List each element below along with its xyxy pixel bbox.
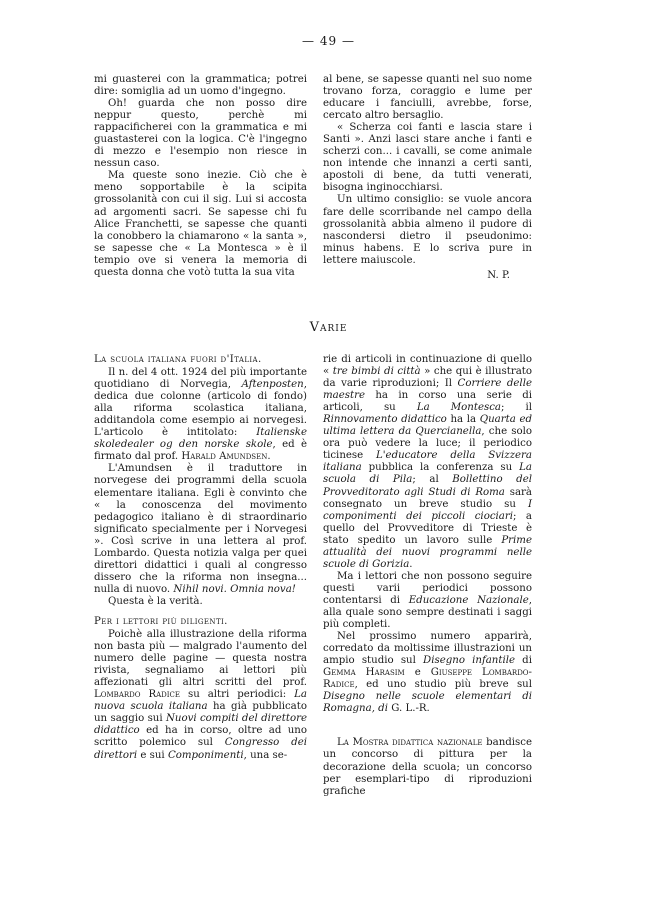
paragraph: Ma queste sono inezie. Ciò che è meno sopportabile è la scipita grossolanità con cui il sig. Lui si accosta ad argomenti sacri. Se sapesse chi fu Alice Franchetti, se sapesse che quanti la conobbero la chiamarono « la santa », se sapesse che « La Montesca » è il tempio ove si venera la memoria di questa donna che votò tutta la sua vita <box>94 170 307 278</box>
column-bottom-right <box>323 354 532 798</box>
paragraph: rie di articoli in continuazione di quello « tre bimbi di città » che qui è illustrato da varie riproduzioni; Il Corriere delle maestre ha in corso una serie di articoli, su La Montesca; il Rinnovamento didattico ha la Quarta ed ultima lettera da Quercianella, che solo ora può vedere la luce; il periodico ticinese L'educatore della Svizzera italiana pubblica la conferenza su La scuola di Pila; al Bollettino del Provveditorato agli Studi di Roma sarà consegnato un breve studio su I componimenti dei piccoli ciociari; a quello del Provveditore di Trieste è stato spedito un lavoro sulle Prime attualità dei nuovi programmi nelle scuole di Gorizia. <box>323 354 533 570</box>
paragraph: mi guasterei con la grammatica; potrei dire: somiglia ad un uomo d'ingegno. <box>94 74 307 98</box>
column-bottom-left <box>94 354 307 762</box>
signature: N. P. <box>487 269 510 281</box>
article-heading-lettori: Per i lettori più diligenti. <box>94 615 228 627</box>
page-number: — 49 — <box>302 34 355 48</box>
paragraph: Poichè alla illustrazione della riforma non basta più — malgrado l'aumento del numero delle pagine — questa nostra rivista, segnaliamo ai lettori più affezionati gli altri scritti del prof. Lombardo Radice su altri periodici: La nuova scuola italiana ha già pubblicato un saggio sui Nuovi compiti del direttore didattico ed ha in corso, oltre ad uno scritto polemico sul Congresso dei direttori e sui Componimenti, una se- <box>94 629 307 761</box>
paragraph: Oh! guarda che non posso dire neppur questo, perchè mi rappacificherei con la grammatica e mi guastasterei con la logica. C'è l'ingegno di mezzo e l'esempio non riesce in nessun caso. <box>94 98 307 170</box>
paragraph: al bene, se sapesse quanti nel suo nome trovano forza, coraggio e lume per educare i fanciulli, avrebbe, forse, cercato altro bersaglio. <box>323 74 532 122</box>
column-top-left <box>94 74 307 279</box>
paragraph: Questa è la verità. <box>108 595 203 607</box>
paragraph: Nel prossimo numero apparirà, corredato da moltissime illustrazioni un ampio studio sul Disegno infantile di Gemma Harasim e Giuseppe Lombardo-Radice, ed uno studio più breve sul Disegno nelle scuole elementari di Romagna, di G. L.-R. <box>323 631 532 715</box>
paragraph: L'Amundsen è il traduttore in norvegese dei programmi della scuola elementare italiana. Egli è convinto che « la conoscenza del movimento pedagogico italiano è di straordinario significato specialmente per i Norvegesi ». Così scrive in una lettera al prof. Lombardo. Questa notizia valga per quei direttori didattici i quali al congresso dissero che la riforma non insegna... nulla di nuovo. Nihil novi. Omnia nova! <box>94 463 307 595</box>
paragraph: Ma i lettori che non possono seguire questi varii periodici possono contentarsi di Educazione Nazionale, alla quale sono sempre destinati i saggi più completi. <box>323 570 532 631</box>
paragraph: Un ultimo consiglio: se vuole ancora fare delle scorribande nel campo della grossolanità abbia almeno il pudore di nascondersi dietro il pseudonimo: minus habens. E lo scriva pure in lettere maiuscole. <box>323 194 532 266</box>
column-top-right <box>323 74 532 282</box>
paragraph-mostra: La Mostra didattica nazionale bandisce un concorso di pittura per la decorazione della scuola; un concorso per esemplari-tipo di riproduzioni grafiche <box>323 737 532 797</box>
article-heading-scuola: La scuola italiana fuori d'Italia. <box>94 354 262 365</box>
article-heading-mostra: La Mostra didattica nazionale <box>337 737 483 749</box>
paragraph: Il n. del 4 ott. 1924 del più importante quotidiano di Norvegia, Aftenposten, dedica due colonne (articolo di fondo) alla riforma scolastica italiana, additandola come esempio ai norvegesi. L'articolo è intitolato: Italienske skoledealer og den norske skole, ed è firmato dal prof. Harald Amundsen. <box>94 367 307 463</box>
section-title: Varie <box>309 320 348 335</box>
paragraph: « Scherza coi fanti e lascia stare i Santi ». Anzi lasci stare anche i fanti e scherzi con... i cavalli, se come animale non intende che innanzi a certi santi, apostoli di bene, da tutti venerati, bisogna inginocchiarsi. <box>323 122 532 194</box>
